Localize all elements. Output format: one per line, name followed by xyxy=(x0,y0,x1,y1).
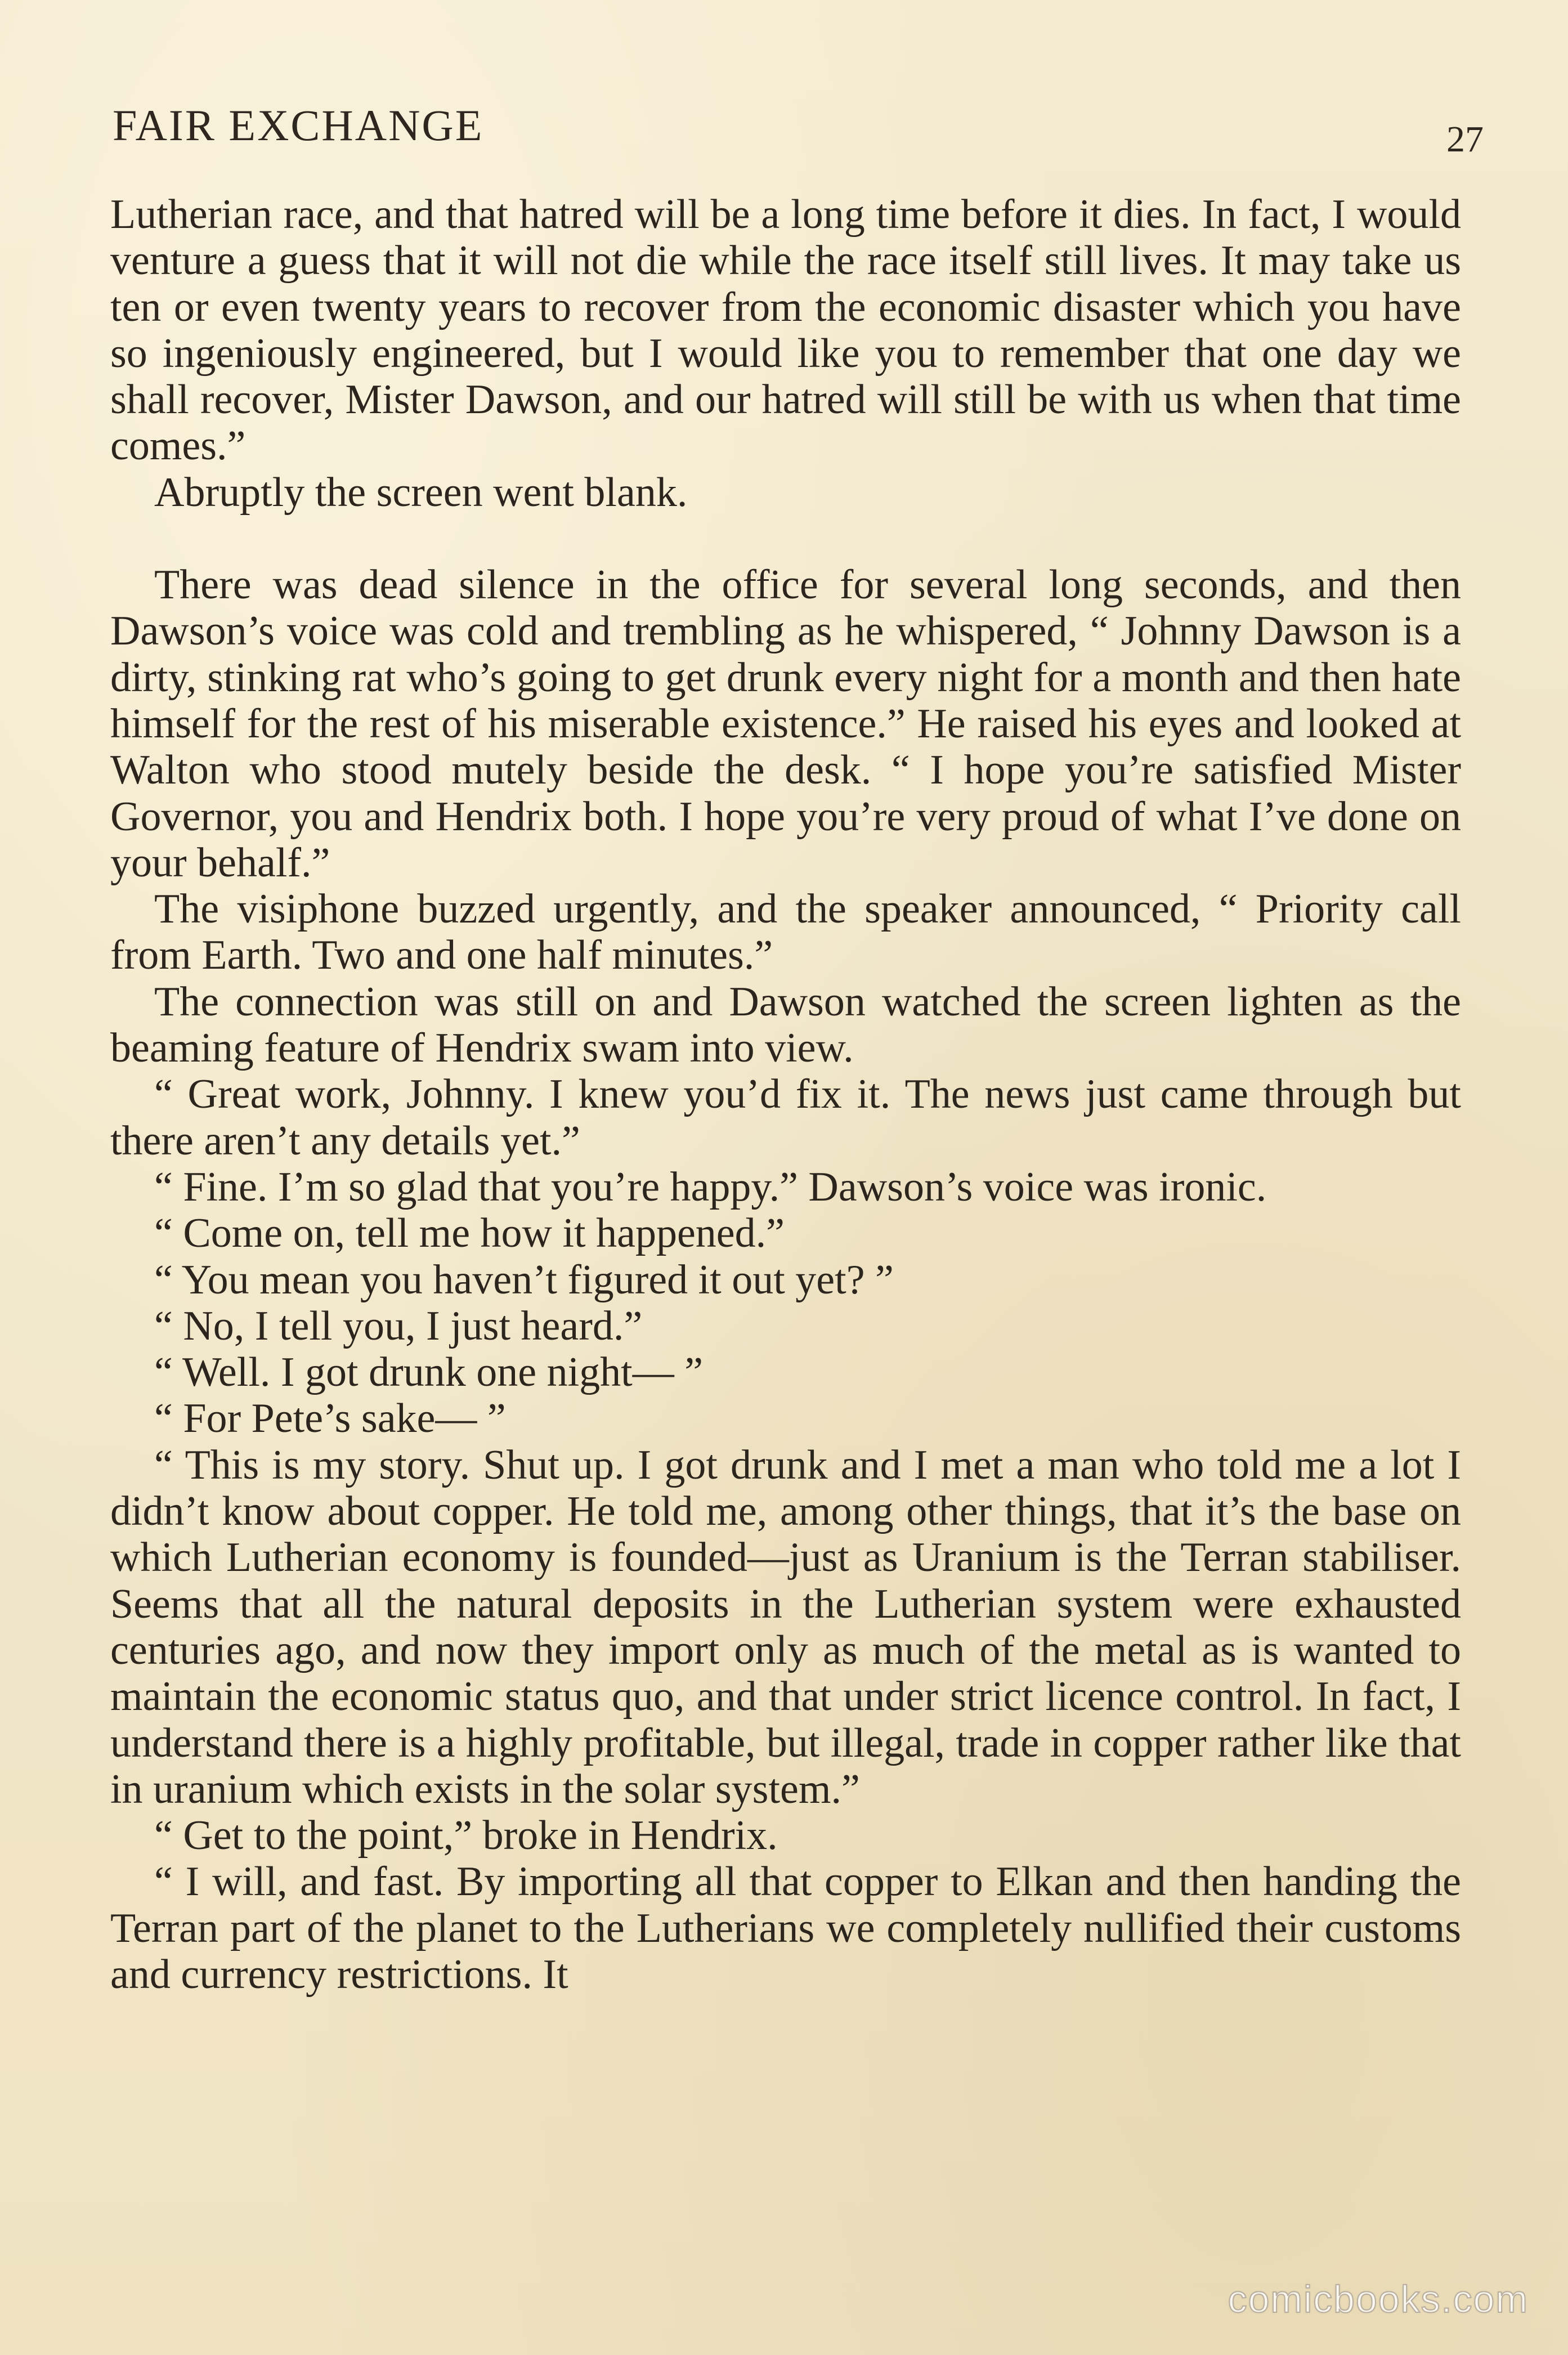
paragraph: “ Come on, tell me how it happened.” xyxy=(154,1210,785,1257)
paragraph: “ Fine. I’m so glad that you’re happy.” Dawson’s voice was ironic. xyxy=(154,1163,1267,1210)
paragraph: “ No, I tell you, I just heard.” xyxy=(154,1302,643,1349)
paragraph: There was dead silence in the office for several long seconds, and then Dawson’s voice was cold and trembling as he whispered, “ Johnny Dawson is a dirty, stinking rat who’s going to get drunk every night for a month and then hate himself for the rest of his miserable existence.” He raised his eyes and looked at Walton who stood mutely beside the desk. “ I hope you’re satisfied Mister Governor, you and Hendrix both. I hope you’re very proud of what I’ve done on your behalf.” xyxy=(110,562,1461,886)
paragraph: “ Get to the point,” broke in Hendrix. xyxy=(154,1812,778,1859)
paragraph: “ Well. I got drunk one night— ” xyxy=(154,1349,704,1396)
watermark-logo: comicbooks.com xyxy=(1227,2278,1529,2321)
paragraph: The connection was still on and Dawson watched the screen lighten as the beaming feature of Hendrix swam into view. xyxy=(110,978,1461,1072)
paragraph: “ Great work, Johnny. I knew you’d fix it. The news just came through but there aren’t any details yet.” xyxy=(110,1071,1461,1164)
paragraph: “ For Pete’s sake— ” xyxy=(154,1395,506,1442)
paragraph: “ This is my story. Shut up. I got drunk and I met a man who told me a lot I didn’t know about copper. He told me, among other things, that it’s the base on which Lutherian economy is founded—just as Uranium is the Terran stabiliser. Seems that all the natural deposits in the Lutherian system were exhausted centuries ago, and now they import only as much of the metal as is wanted to maintain the economic status quo, and that under strict licence control. In fact, I understand there is a highly profitable, but illegal, trade in copper rather like that in uranium which exists in the solar system.” xyxy=(110,1441,1461,1812)
paragraph: The visiphone buzzed urgently, and the speaker announced, “ Priority call from Earth. Two and one half minutes.” xyxy=(110,886,1461,979)
paragraph: “ You mean you haven’t figured it out yet? ” xyxy=(154,1256,894,1303)
body-text xyxy=(110,191,1461,1998)
page-number: 27 xyxy=(1446,119,1484,160)
paragraph: Abruptly the screen went blank. xyxy=(154,469,688,516)
running-title: FAIR EXCHANGE xyxy=(113,101,484,150)
paragraph: Lutherian race, and that hatred will be a long time before it dies. In fact, I would venture a guess that it will not die while the race itself still lives. It may take us ten or even twenty years to recover from the economic disaster which you have so ingeniously engineered, but I would like you to remember that one day we shall recover, Mister Dawson, and our hatred will still be with us when that time comes.” xyxy=(110,191,1461,469)
paragraph: “ I will, and fast. By importing all that copper to Elkan and then handing the Terran part of the planet to the Lutherians we completely nullified their customs and currency restrictions. It xyxy=(110,1859,1461,1998)
